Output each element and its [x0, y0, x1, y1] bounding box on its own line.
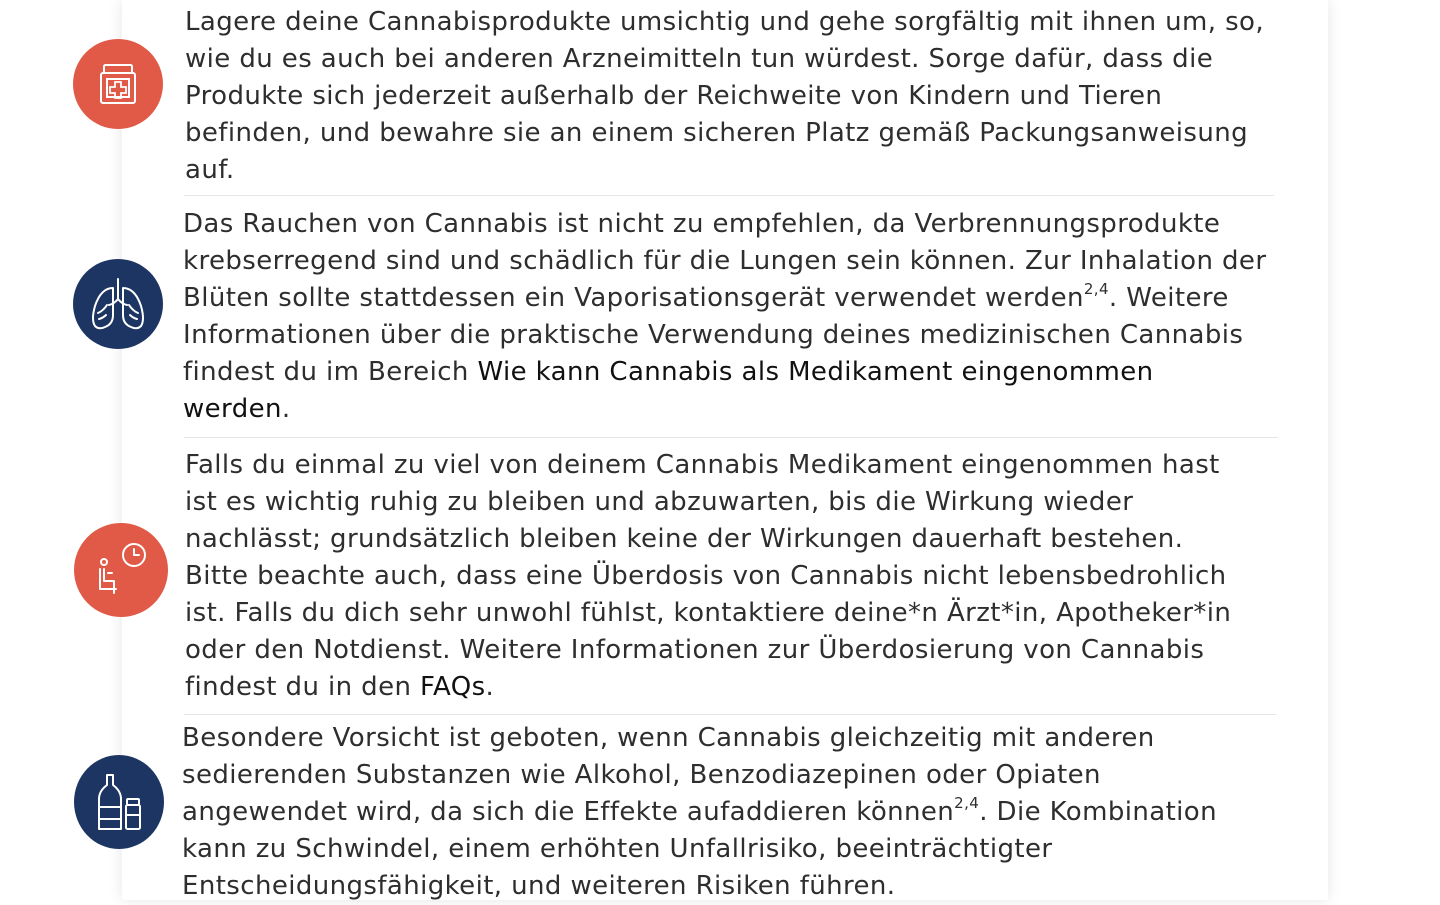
text-fragment: findest du im Bereich: [183, 357, 478, 387]
smoking-section: [122, 196, 1328, 437]
text-line: Lagere deine Cannabisprodukte umsichtig und gehe sorgfältig mit ihnen um, so,: [185, 7, 1265, 37]
content-card: [122, 0, 1328, 900]
text-fragment: findest du in den: [185, 672, 421, 702]
text-line: Besondere Vorsicht ist geboten, wenn Cannabis gleichzeitig mit anderen: [182, 723, 1155, 753]
text-line: Informationen über die praktische Verwendung deines medizinischen Cannabis: [183, 320, 1244, 350]
text-line: wie du es auch bei anderen Arzneimitteln tun würdest. Sorge dafür, dass die: [185, 44, 1214, 74]
text-line: Falls du einmal zu viel von deinem Cannabis Medikament eingenommen hast: [185, 450, 1220, 480]
text-line: Das Rauchen von Cannabis ist nicht zu empfehlen, da Verbrennungsprodukte: [183, 209, 1221, 239]
text-line: befinden, und bewahre sie an einem sicheren Platz gemäß Packungsanweisung: [185, 118, 1248, 148]
text-fragment: Blüten sollte stattdessen ein Vaporisationsgerät verwendet werden: [183, 283, 1084, 313]
medicine-jar-icon: [73, 39, 163, 129]
text-fragment: . Die Kombination: [979, 797, 1217, 827]
overdose-paragraph: [185, 447, 1231, 706]
storage-section: [122, 0, 1328, 196]
text-line: Produkte sich jederzeit außerhalb der Reichweite von Kindern und Tieren: [185, 81, 1163, 111]
text-line: oder den Notdienst. Weitere Informationen zur Überdosierung von Cannabis: [185, 635, 1205, 665]
bottle-and-pills-icon: [74, 755, 164, 849]
text-line: Entscheidungsfähigkeit, und weiteren Risiken führen.: [182, 871, 896, 901]
text-line: ist es wichtig ruhig zu bleiben und abzuwarten, bis die Wirkung wieder: [185, 487, 1134, 517]
text-line: sedierenden Substanzen wie Alkohol, Benzodiazepinen oder Opiaten: [182, 760, 1101, 790]
text-fragment: .: [485, 672, 495, 702]
text-fragment: .: [281, 394, 291, 424]
text-line: [185, 669, 1231, 706]
reference-superscript: 2,4: [954, 794, 980, 813]
lungs-icon: [73, 259, 163, 349]
text-fragment: . Weitere: [1108, 283, 1229, 313]
text-fragment: angewendet wird, da sich die Effekte aufaddieren können: [182, 797, 955, 827]
text-line: [183, 280, 1266, 317]
storage-paragraph: [185, 4, 1264, 189]
overdose-section: [122, 437, 1328, 714]
text-line: nachlässt; grundsätzlich bleiben keine der Wirkungen dauerhaft bestehen.: [185, 524, 1184, 554]
smoking-paragraph: [183, 206, 1266, 428]
faq-link[interactable]: FAQs: [420, 672, 486, 702]
reference-superscript: 2,4: [1083, 280, 1109, 299]
text-line: Bitte beachte auch, dass eine Überdosis von Cannabis nicht lebensbedrohlich: [185, 561, 1227, 591]
interaction-section: [122, 714, 1328, 900]
intake-guide-link-continued[interactable]: werden: [183, 394, 282, 424]
text-line: auf.: [185, 155, 235, 185]
text-line: ist. Falls du dich sehr unwohl fühlst, kontaktiere deine*n Ärzt*in, Apotheker*in: [185, 598, 1232, 628]
text-line: [183, 354, 1266, 391]
text-line: [182, 794, 1217, 831]
interaction-paragraph: [182, 720, 1217, 905]
patient-waiting-clock-icon: [74, 523, 168, 617]
text-line: kann zu Schwindel, einem erhöhten Unfallrisiko, beeinträchtigter: [182, 834, 1053, 864]
text-line: [183, 391, 1266, 428]
text-line: krebserregend sind und schädlich für die Lungen sein können. Zur Inhalation der: [183, 246, 1267, 276]
intake-guide-link[interactable]: Wie kann Cannabis als Medikament eingenommen: [477, 357, 1154, 387]
